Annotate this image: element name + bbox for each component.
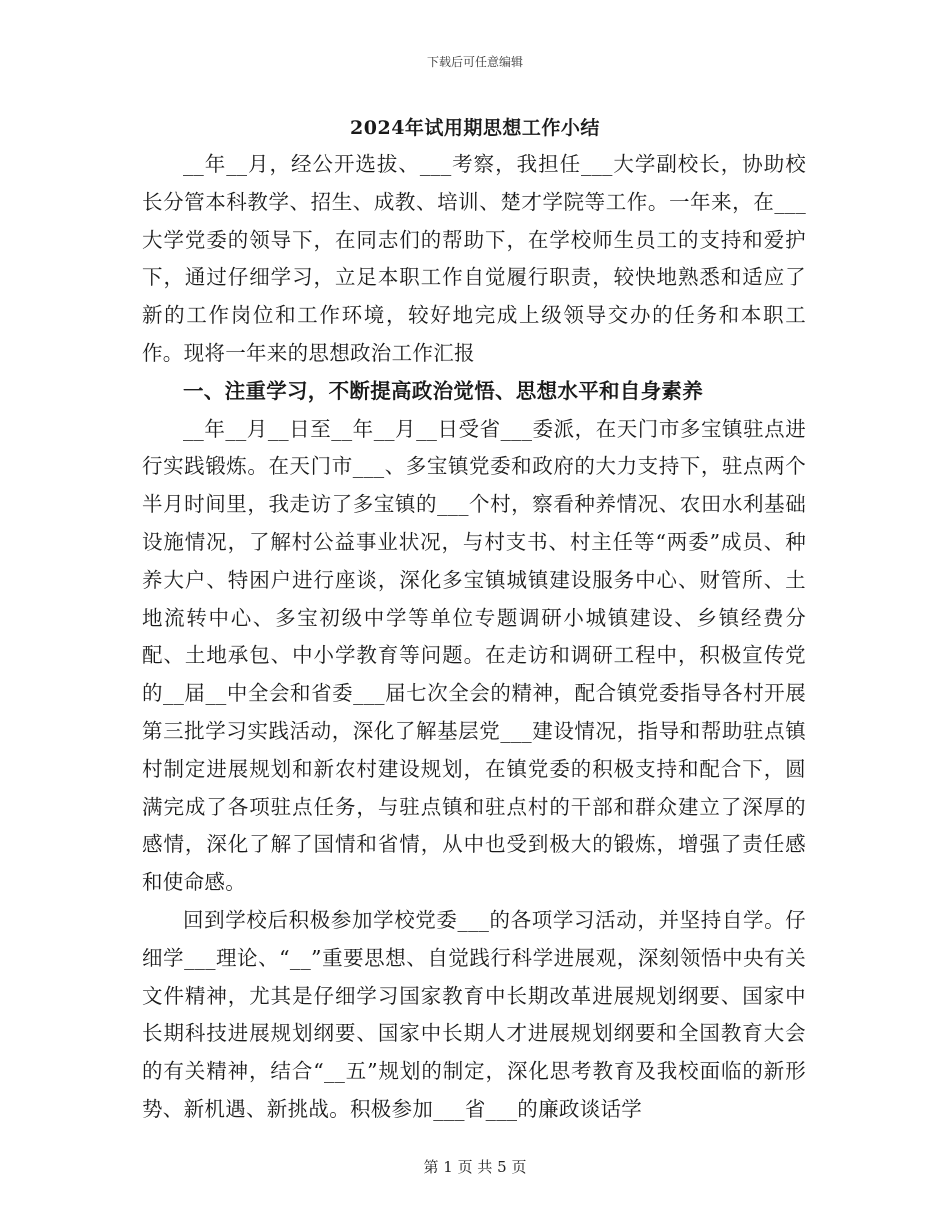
page-number-footer: 第 1 页 共 5 页 (423, 1158, 527, 1176)
document-body (142, 146, 806, 1129)
section-heading-1: 一、注重学习，不断提高政治觉悟、思想水平和自身素养 (183, 378, 703, 403)
study-paragraph: 回到学校后积极参加学校党委___的各项学习活动，并坚持自学。仔细学___理论、“__”重要思想、自觉践行科学进展观，深刻领悟中央有关文件精神，尤其是仔细学习国家教育中长期改革进展规划纲要、国家中长期科技进展规划纲要、国家中长期人才进展规划纲要和全国教育大会的有关精神，结合“__五”规划的制定，深化思考教育及我校面临的新形势、新机遇、新挑战。积极参加___省___的廉政谈话学 (142, 907, 806, 1121)
document-title: 2024年试用期思想工作小结 (350, 117, 600, 139)
intro-paragraph: __年__月，经公开选拔、___考察，我担任___大学副校长，协助校长分管本科教学、招生、成教、培训、楚才学院等工作。一年来，在___大学党委的领导下，在同志们的帮助下，在学校师生员工的支持和爱护下，通过仔细学习，立足本职工作自觉履行职责，较快地熟悉和适应了新的工作岗位和工作环境，较好地完成上级领导交办的任务和本职工作。现将一年来的思想政治工作汇报 (142, 152, 806, 365)
practice-paragraph: __年__月__日至__年__月__日受省___委派，在天门市多宝镇驻点进行实践锻炼。在天门市___、多宝镇党委和政府的大力支持下，驻点两个半月时间里，我走访了多宝镇的___个村，察看种养情况、农田水利基础设施情况，了解村公益事业状况，与村支书、村主任等“两委”成员、种养大户、特困户进行座谈，深化多宝镇城镇建设服务中心、财管所、土地流转中心、多宝初级中学等单位专题调研小城镇建设、乡镇经费分配、土地承包、中小学教育等问题。在走访和调研工程中，积极宣传党的__届__中全会和省委___届七次全会的精神，配合镇党委指导各村开展第三批学习实践活动，深化了解基层党___建设情况，指导和帮助驻点镇村制定进展规划和新农村建设规划，在镇党委的积极支持和配合下，圆满完成了各项驻点任务，与驻点镇和驻点村的干部和群众建立了深厚的感情，深化了解了国情和省情，从中也受到极大的锻炼，增强了责任感和使命感。 (142, 416, 806, 895)
header-note: 下载后可任意编辑 (426, 55, 523, 69)
